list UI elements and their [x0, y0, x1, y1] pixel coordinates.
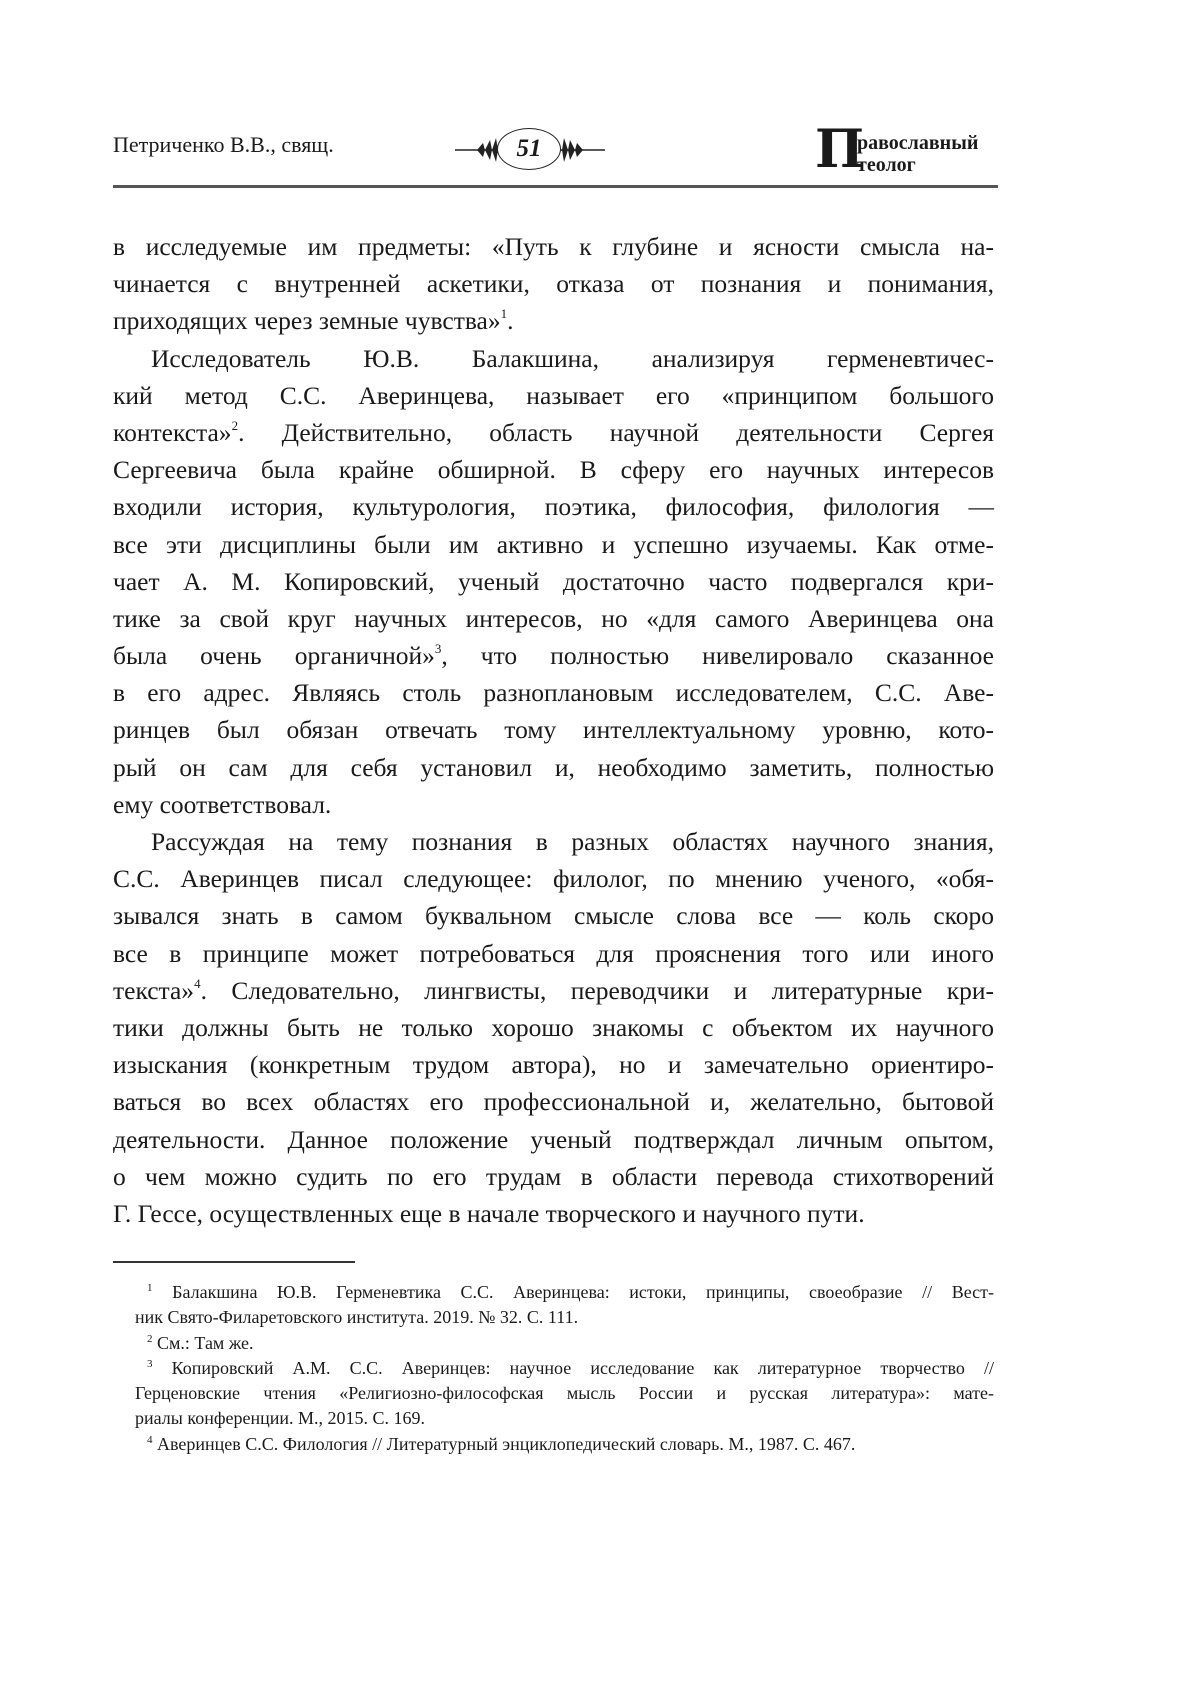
line-text: входили история, культурология, поэтика, философия, филология — — [113, 492, 994, 522]
footnote-text: ник Свято-Филаретовского института. 2019. № 32. С. 111. — [135, 1307, 579, 1328]
text-line — [113, 1009, 994, 1046]
line-text: тики должны быть не только хорошо знакомы с объектом их научного — [113, 1012, 994, 1042]
text-line — [113, 1083, 994, 1120]
text-line — [113, 600, 994, 637]
line-text: Сергеевича была крайне обширной. В сферу его научных интересов — [113, 455, 994, 485]
line-text: все эти дисциплины были им активно и успешно изучаемы. Как отме- — [113, 529, 994, 559]
footnote-text: риалы конференции. М., 2015. С. 169. — [135, 1408, 426, 1429]
text-line — [113, 637, 994, 674]
footnote-line — [135, 1356, 994, 1381]
text-line — [113, 1046, 994, 1083]
text-line — [113, 972, 994, 1009]
footnote-text: Герценовские чтения «Религиозно-философская мысль России и русская литература»: мате- — [135, 1383, 994, 1404]
footnote-ref: 2 — [231, 417, 239, 433]
line-text: , что полностью нивелировало сказанное — [441, 641, 994, 671]
paragraph — [113, 228, 994, 340]
line-text: чинается с внутренней аскетики, отказа от познания и понимания, — [113, 269, 994, 299]
text-line — [113, 526, 994, 563]
article-body — [113, 228, 994, 1232]
footnote — [135, 1356, 994, 1432]
footnote-number: 1 — [147, 1282, 153, 1294]
line-text: зывался знать в самом буквальном смысле слова все — коль скоро — [113, 901, 994, 931]
line-text: Г. Гессе, осуществленных еще в начале творческого и научного пути. — [113, 1198, 865, 1228]
line-text: была очень органичной» — [113, 641, 435, 671]
footnote — [135, 1280, 994, 1331]
footnote-ref: 1 — [500, 306, 508, 322]
footnote-number: 3 — [147, 1357, 153, 1370]
text-line — [113, 563, 994, 600]
text-line — [113, 935, 994, 972]
line-text: Рассуждая на тему познания в разных областях научного знания, — [151, 827, 994, 856]
line-text: в исследуемые им предметы: «Путь к глубине и ясности смысла на- — [113, 232, 994, 261]
footnote-text: Аверинцев С.С. Филология // Литературный энциклопедический словарь. М., 1987. С. 467. — [157, 1433, 856, 1454]
line-text: текста» — [113, 975, 195, 1005]
text-line — [113, 265, 994, 302]
footnote-number: 2 — [147, 1332, 153, 1345]
footnote-line — [135, 1432, 994, 1457]
footnote-line — [135, 1381, 994, 1406]
line-text: кий метод С.С. Аверинцева, называет его «принципом большого — [113, 380, 994, 410]
footnote — [135, 1432, 994, 1457]
footnote — [135, 1331, 994, 1356]
line-text: Исследователь Ю.В. Балакшина, анализируя герменевтичес- — [151, 343, 994, 373]
footnote-line — [135, 1406, 994, 1431]
line-text: С.С. Аверинцев писал следующее: филолог, по мнению ученого, «обя- — [113, 864, 994, 894]
line-text: все в принципе может потребоваться для прояснения того или иного — [113, 938, 994, 968]
footnote-text: Копировский А.М. С.С. Аверинцев: научное исследование как литературное творчество // — [171, 1357, 995, 1378]
journal-logo-line1: равославный — [857, 132, 979, 154]
journal-logo-line2: теолог — [857, 154, 916, 176]
footnote-ref: 4 — [194, 975, 201, 991]
header-divider — [113, 185, 998, 188]
text-line — [113, 860, 994, 897]
line-text: ринцев был обязан отвечать тому интеллектуальному уровню, кото- — [113, 715, 994, 745]
text-line — [113, 340, 994, 377]
text-line — [113, 786, 994, 823]
text-line — [113, 1121, 994, 1158]
line-text: ваться во всех областях его профессиональной и, желательно, бытовой — [113, 1087, 994, 1117]
footnote-line — [135, 1305, 994, 1330]
footnote-line — [135, 1280, 994, 1305]
text-line — [113, 897, 994, 934]
line-text: приходящих через земные чувства» — [113, 306, 501, 336]
footnote-text: См.: Там же. — [157, 1332, 254, 1353]
footnote-number: 4 — [147, 1433, 153, 1446]
text-line — [113, 711, 994, 748]
line-text: деятельности. Данное положение ученый подтверждал личным опытом, — [113, 1124, 994, 1154]
footnote-text: Балакшина Ю.В. Герменевтика С.С. Аверинцева: истоки, принципы, своеобразие // Вест- — [172, 1282, 995, 1302]
text-line — [113, 414, 994, 451]
line-text: контекста» — [113, 417, 232, 447]
text-line — [113, 488, 994, 525]
text-line — [113, 823, 994, 860]
line-text: . Действительно, область научной деятельности Сергея — [238, 417, 994, 447]
line-text: . — [507, 306, 514, 336]
paragraph — [113, 823, 994, 1232]
text-line — [113, 377, 994, 414]
line-text: в его адрес. Являясь столь разноплановым исследователем, С.С. Аве- — [113, 678, 994, 708]
journal-logo — [815, 119, 1005, 180]
text-line — [113, 1195, 994, 1232]
line-text: ему соответствовал. — [113, 789, 332, 819]
text-line — [113, 228, 994, 265]
footnote-ref: 3 — [434, 641, 442, 657]
line-text: тике за свой круг научных интересов, но «для самого Аверинцева она — [113, 603, 994, 633]
paragraph — [113, 340, 994, 823]
page-number: 51 — [497, 128, 561, 170]
line-text: о чем можно судить по его трудам в области перевода стихотворений — [113, 1161, 994, 1191]
text-line — [113, 749, 994, 786]
footnote-line — [135, 1331, 994, 1356]
footnote-divider — [113, 1261, 355, 1263]
text-line — [113, 302, 994, 339]
line-text: . Следовательно, лингвисты, переводчики и литературные кри- — [200, 975, 994, 1005]
text-line — [113, 1158, 994, 1195]
line-text: изыскания (конкретным трудом автора), но и замечательно ориентиро- — [113, 1050, 994, 1080]
line-text: рый он сам для себя установил и, необходимо заметить, полностью — [113, 752, 994, 782]
line-text: чает А. М. Копировский, ученый достаточно часто подвергался кри- — [113, 566, 994, 596]
footnotes — [135, 1280, 994, 1457]
text-line — [113, 451, 994, 488]
text-line — [113, 674, 994, 711]
journal-logo-initial: П — [815, 119, 865, 180]
header-author: Петриченко В.В., свящ. — [113, 132, 334, 157]
